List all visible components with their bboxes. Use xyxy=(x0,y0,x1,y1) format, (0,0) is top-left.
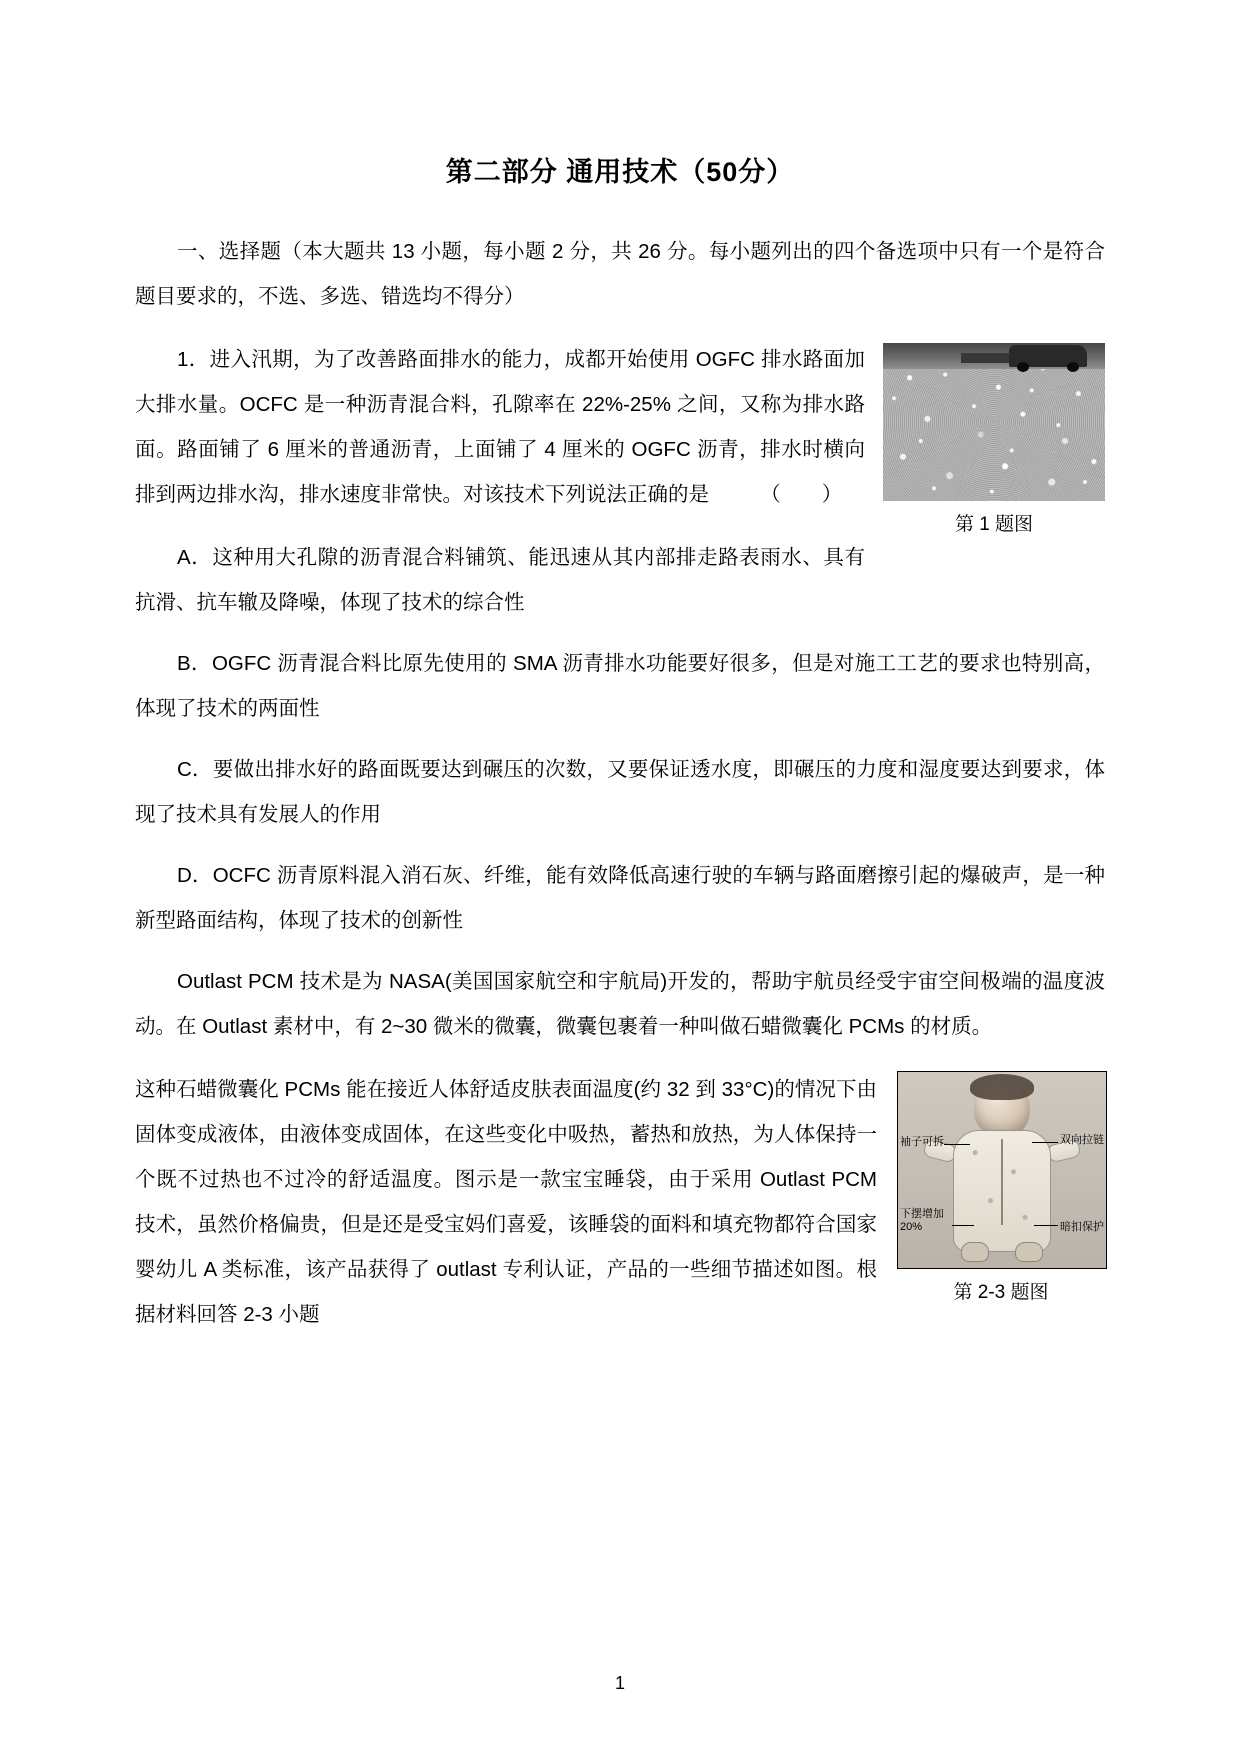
porous-asphalt-road-photo xyxy=(883,343,1105,501)
figure-label-zipper: 双向拉链 xyxy=(1060,1134,1104,1146)
baby-head xyxy=(974,1078,1030,1138)
figure-label-hem: 下摆增加20% xyxy=(900,1208,944,1233)
choice-d: D．OCFC 沥青原料混入消石灰、纤维，能有效降低高速行驶的车辆与路面磨擦引起的爆破声，是一种新型路面结构，体现了技术的创新性 xyxy=(135,864,1105,932)
choice-a: A．这种用大孔隙的沥青混合料铺筑、能迅速从其内部排走路表雨水、具有抗滑、抗车辙及降噪，体现了技术的综合性 xyxy=(135,546,865,614)
figure-1-caption: 第 1 题图 xyxy=(954,514,1034,535)
question-1-stem: 1．进入汛期，为了改善路面排水的能力，成都开始使用 OGFC 排水路面加大排水量。OCFC 是一种沥青混合料，孔隙率在 22%-25% 之间，又称为排水路面。路面铺了 6 厘米的普通沥青，上面铺了 4 厘米的 OGFC 沥青，排水时横向排到两边排水沟，排水速度非常快。对该技术下列说法正确的是 （ ） xyxy=(135,348,865,506)
figure-label-snap: 暗扣保护 xyxy=(1060,1221,1104,1233)
passage-23-part2: 这种石蜡微囊化 PCMs 能在接近人体舒适皮肤表面温度(约 32 到 33°C)的情况下由固体变成液体，由液体变成固体，在这些变化中吸热，蓄热和放热，为人体保持一个既不过热也不过冷的舒适温度。图示是一款宝宝睡袋，由于采用 Outlast PCM 技术，虽然价格偏贵，但是还是受宝妈们喜爱，该睡袋的面料和填充物都符合国家婴幼儿 A 类标准，该产品获得了 outlast 专利认证，产品的一些细节描述如图。根据材料回答 2-3 小题 xyxy=(135,1078,877,1326)
figure-23-caption: 第 2-3 题图 xyxy=(953,1282,1049,1303)
page-number: 1 xyxy=(614,1673,625,1693)
passage-23-part1: Outlast PCM 技术是为 NASA(美国国家航空和宇航局)开发的，帮助宇航员经受宇宙空间极端的温度波动。在 Outlast 素材中，有 2~30 微米的微囊，微囊包裹着一种叫做石蜡微囊化 PCMs 的材质。 xyxy=(135,970,1105,1038)
figure-question-1 xyxy=(883,343,1105,536)
figure-question-23 xyxy=(897,1071,1105,1304)
page-title: 第二部分 通用技术（50分） xyxy=(445,157,795,187)
figure-label-sleeve: 袖子可拆 xyxy=(900,1136,944,1148)
car-icon xyxy=(1009,345,1087,367)
sleeping-bag-body xyxy=(953,1130,1051,1252)
choice-c: C．要做出排水好的路面既要达到碾压的次数，又要保证透水度，即碾压的力度和湿度要达到要求，体现了技术具有发展人的作用 xyxy=(135,758,1105,826)
baby-legs xyxy=(959,1242,1045,1262)
choice-b: B．OGFC 沥青混合料比原先使用的 SMA 沥青排水功能要好很多，但是对施工工艺的要求也特别高，体现了技术的两面性 xyxy=(135,652,1105,720)
baby-sleeping-bag-photo xyxy=(897,1071,1107,1269)
section-intro: 一、选择题（本大题共 13 小题，每小题 2 分，共 26 分。每小题列出的四个备选项中只有一个是符合题目要求的，不选、多选、错选均不得分） xyxy=(135,240,1105,308)
question-1-choices xyxy=(135,535,1105,943)
